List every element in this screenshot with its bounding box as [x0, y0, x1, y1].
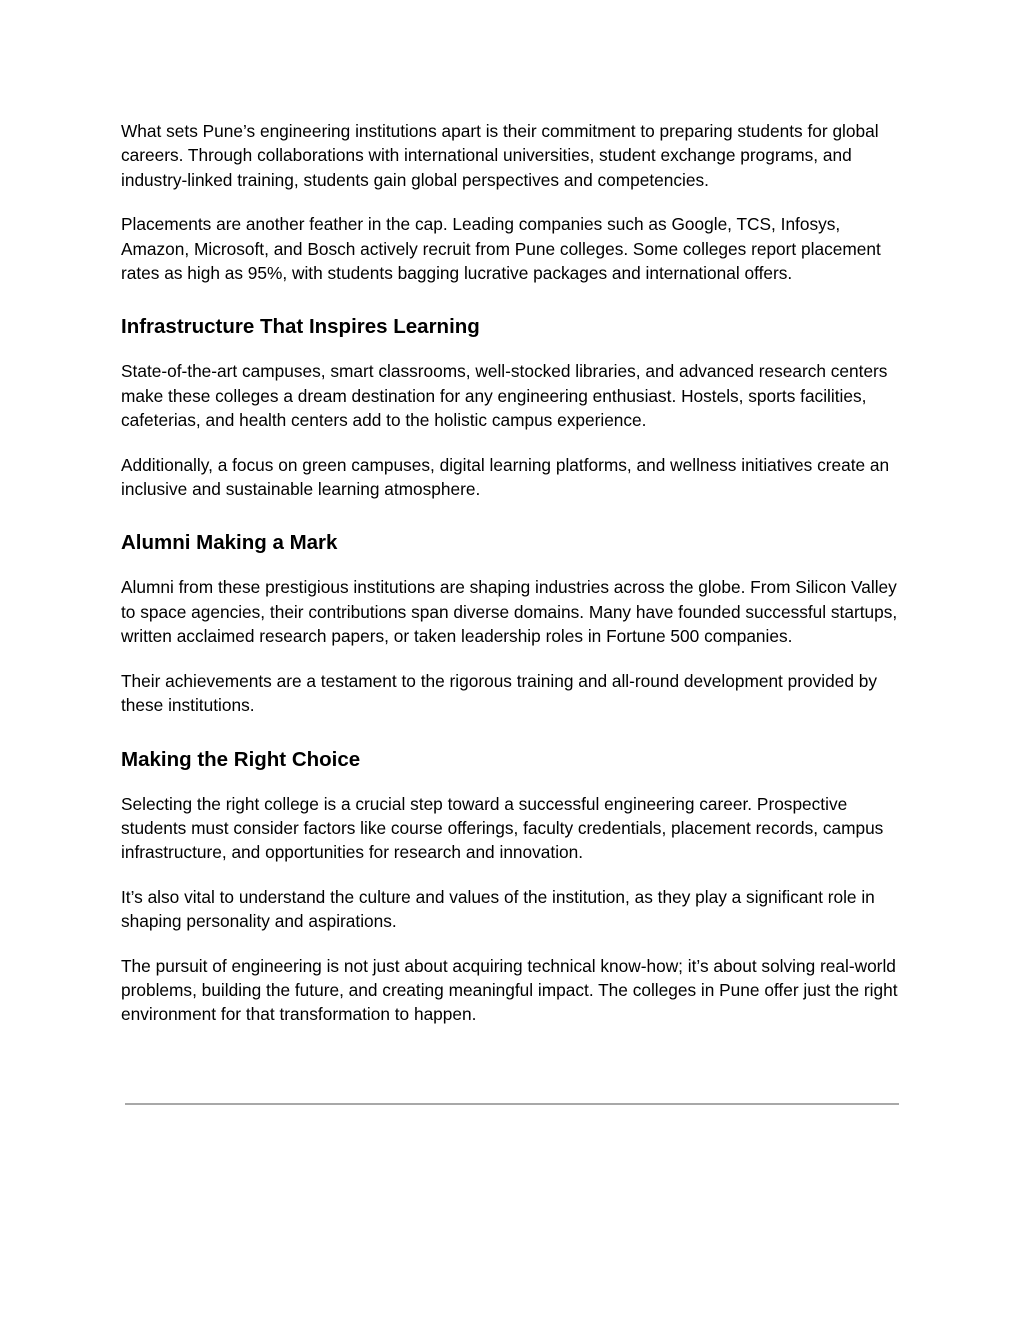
intro-paragraph-placements: Placements are another feather in the cap. Leading companies such as Google, TCS, Infosys, Amazon, Microsoft, and Bosch actively recruit from Pune colleges. Some colleges report placement rates as high as 95%, with students bagging lucrative packages and international offers. — [121, 214, 881, 284]
intro-paragraph-global-careers: What sets Pune’s engineering institutions apart is their commitment to preparing students for global careers. Through collaborations with international universities, student exchange programs, and industry-linked training, students gain global perspectives and competencies. — [121, 121, 879, 190]
choice-paragraph-culture: It’s also vital to understand the culture and values of the institution, as they play a significant role in shaping personality and aspirations. — [121, 886, 875, 932]
alumni-paragraph-achievements: Their achievements are a testament to the rigorous training and all-round development provided by these institutions. — [121, 670, 878, 716]
document-body — [121, 119, 907, 1047]
choice-paragraph-pursuit: The pursuit of engineering is not just about acquiring technical know-how; it’s about solving real-world problems, building the future, and creating meaningful impact. The colleges in Pune offer just the right environment for that transformation to happen. — [121, 955, 898, 1025]
infrastructure-paragraph-campuses: State-of-the-art campuses, smart classrooms, well-stocked libraries, and advanced research centers make these colleges a dream destination for any engineering enthusiast. Hostels, sports facilities, cafeterias, and health centers add to the holistic campus experience. — [121, 361, 888, 431]
heading-alumni: Alumni Making a Mark — [121, 531, 338, 555]
choice-paragraph-selecting: Selecting the right college is a crucial step toward a successful engineering career. Prospective students must consider factors like course offerings, faculty credentials, placement records, campus infrastructure, and opportunities for research and innovation. — [121, 793, 884, 863]
section-right-choice — [121, 746, 907, 1027]
heading-right-choice: Making the Right Choice — [121, 747, 361, 771]
horizontal-divider — [125, 1103, 899, 1105]
heading-infrastructure: Infrastructure That Inspires Learning — [121, 315, 480, 339]
section-alumni — [121, 529, 907, 717]
alumni-paragraph-industries: Alumni from these prestigious institutions are shaping industries across the globe. From Silicon Valley to space agencies, their contributions span diverse domains. Many have founded successful startups, written acclaimed research papers, or taken leadership roles in Fortune 500 companies. — [121, 577, 898, 647]
section-infrastructure — [121, 313, 907, 501]
infrastructure-paragraph-green: Additionally, a focus on green campuses, digital learning platforms, and wellness initiatives create an inclusive and sustainable learning atmosphere. — [121, 454, 890, 500]
